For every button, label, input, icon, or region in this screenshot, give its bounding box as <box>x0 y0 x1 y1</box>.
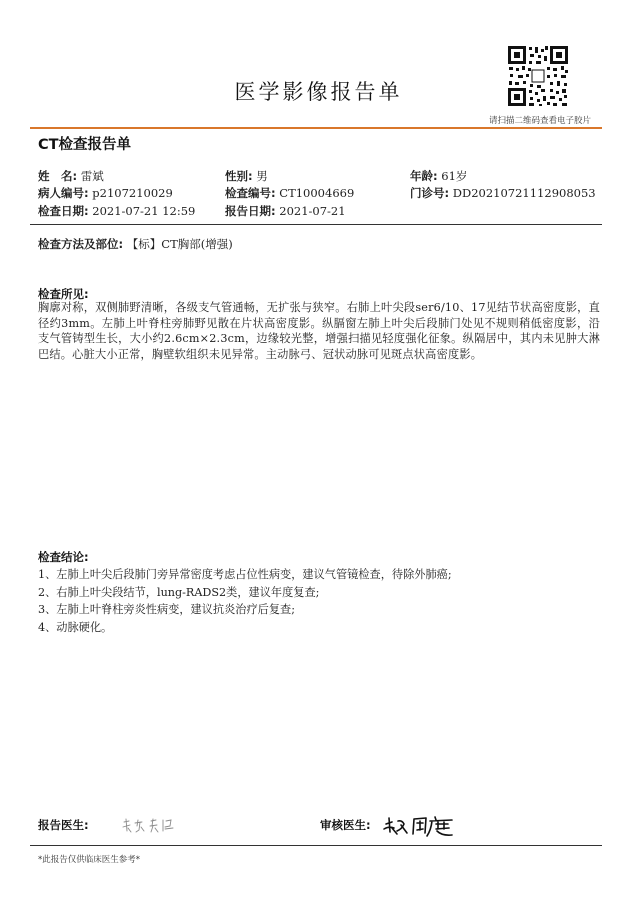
reviewing-doctor-label: 审核医生: <box>320 818 371 832</box>
age-label: 年龄: <box>410 169 438 183</box>
qr-caption: 请扫描二维码查看电子胶片 <box>488 116 591 126</box>
exam-date-field <box>38 203 195 219</box>
clinic-number-value: DD20210721112908053 <box>452 186 596 200</box>
patient-name-label: 姓 名: <box>38 169 78 183</box>
patient-id-value: p2107210029 <box>92 186 173 200</box>
exam-number-label: 检查编号: <box>225 186 276 200</box>
gender-value: 男 <box>256 169 268 183</box>
report-date-value: 2021-07-21 <box>279 204 346 218</box>
footer-divider <box>30 845 602 846</box>
exam-method-label: 检查方法及部位: <box>38 237 124 251</box>
conclusion-list <box>38 566 600 636</box>
footer-note: *此报告仅供临床医生参考* <box>38 855 141 865</box>
report-title: 医学影像报告单 <box>234 80 403 104</box>
exam-method-field <box>38 236 233 252</box>
exam-number-value: CT10004669 <box>279 186 355 200</box>
exam-date-value: 2021-07-21 12:59 <box>92 204 196 218</box>
patient-id-label: 病人编号: <box>38 186 89 200</box>
age-field <box>410 168 467 184</box>
exam-method-value: 【标】CT胸部(增强) <box>126 237 233 251</box>
gender-label: 性别: <box>225 169 253 183</box>
reviewing-doctor-signature <box>380 812 464 840</box>
patient-id-field <box>38 185 173 201</box>
report-date-label: 报告日期: <box>225 204 276 218</box>
patient-name-value: 雷斌 <box>80 169 104 183</box>
conclusion-item: 3、左肺上叶脊柱旁炎性病变，建议抗炎治疗后复查; <box>38 603 296 616</box>
conclusion-item: 2、右肺上叶尖段结节，lung-RADS2类，建议年度复查; <box>38 585 320 599</box>
findings-text: 胸廓对称，双侧肺野清晰，各级支气管通畅，无扩张与狭窄。右肺上叶尖段ser6/10、17见结节状高密度影，直径约3mm。左肺上叶脊柱旁肺野见散在片状高密度影。纵膈窗左肺上叶尖后段肺门处见不规则稍低密度影，沿支气管铸型生长，大小约2.6cm×2.3cm，边缘较光整，增强扫描见轻度强化征象。纵隔居中，其内未见肿大淋巴结。心脏大小正常，胸壁软组织未见异常。主动脉弓、冠状动脉可见斑点状高密度影。 <box>38 301 600 361</box>
gender-field <box>225 168 268 184</box>
exam-number-field <box>225 185 354 201</box>
clinic-number-field <box>410 185 596 201</box>
header-divider <box>30 127 602 129</box>
conclusion-item: 4、动脉硬化。 <box>38 620 113 634</box>
age-value: 61岁 <box>441 169 468 183</box>
qr-code <box>506 44 570 108</box>
report-date-field <box>225 203 346 219</box>
reporting-doctor-signature <box>120 814 178 838</box>
patient-name-field <box>38 168 104 184</box>
section-title: CT检查报告单 <box>38 137 132 153</box>
info-divider <box>30 224 602 225</box>
clinic-number-label: 门诊号: <box>410 186 450 200</box>
exam-date-label: 检查日期: <box>38 204 89 218</box>
conclusion-item: 1、左肺上叶尖后段肺门旁异常密度考虑占位性病变，建议气管镜检查，待除外肺癌; <box>38 568 452 581</box>
conclusion-label: 检查结论: <box>38 550 89 564</box>
reporting-doctor-label: 报告医生: <box>38 818 89 832</box>
findings-label: 检查所见: <box>38 287 89 301</box>
